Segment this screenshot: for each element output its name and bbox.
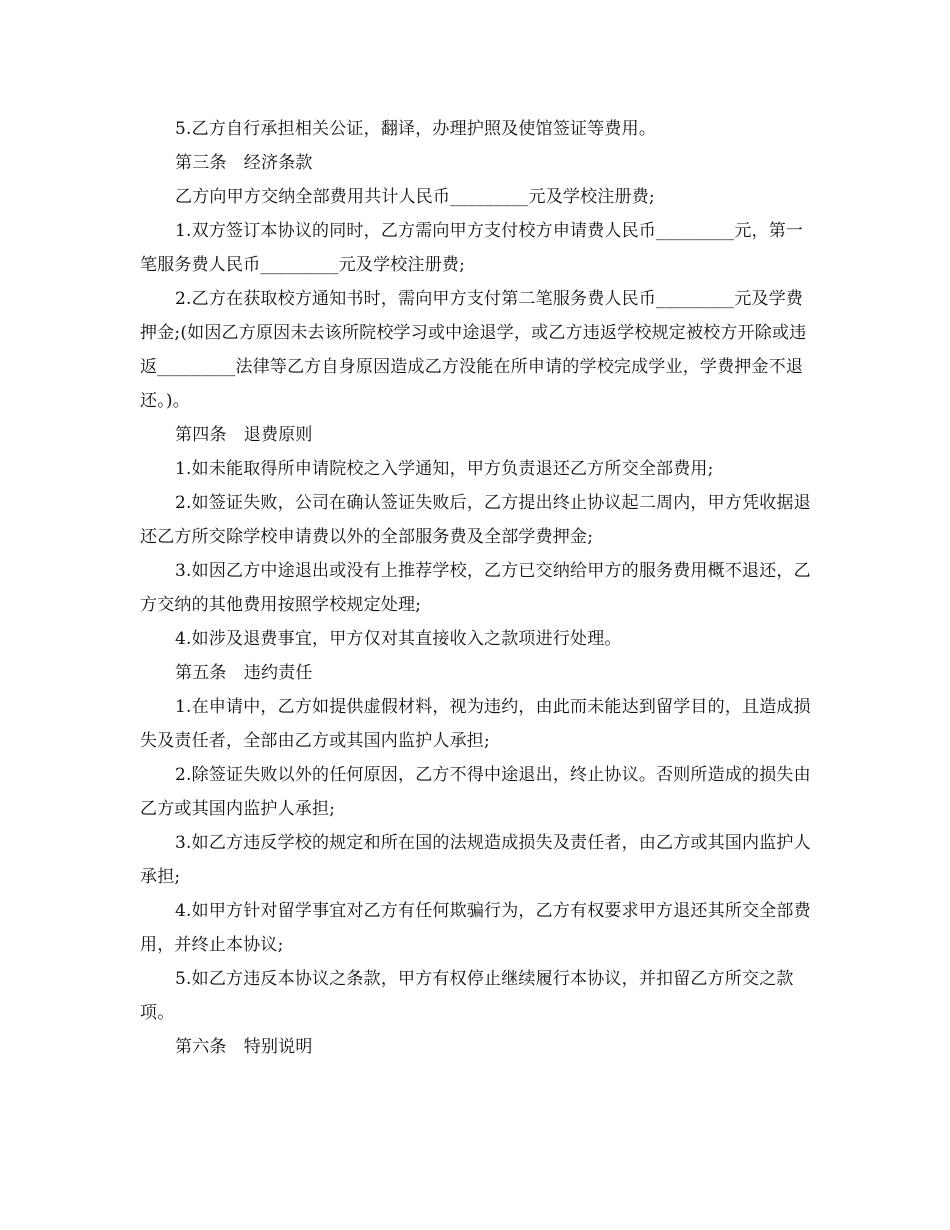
section-heading: 第四条 退费原则 xyxy=(175,425,313,445)
paragraph: 乙方向甲方交纳全部费用共计人民币_________元及学校注册费; xyxy=(175,187,655,207)
paragraph: 4.如甲方针对留学事宜对乙方有任何欺骗行为，乙方有权要求甲方退还其所交全部费用，并终止本协议; xyxy=(140,901,811,955)
section-heading: 第三条 经济条款 xyxy=(175,153,313,173)
paragraph: 1.如未能取得所申请院校之入学通知，甲方负责退还乙方所交全部费用; xyxy=(175,459,714,479)
paragraph: 2.如签证失败，公司在确认签证失败后，乙方提出终止协议起二周内，甲方凭收据退还乙方所交除学校申请费以外的全部服务费及全部学费押金; xyxy=(140,493,811,547)
paragraph: 2.乙方在获取校方通知书时，需向甲方支付第二笔服务费人民币_________元及学费押金;(如因乙方原因未去该所院校学习或中途退学，或乙方违返学校规定被校方开除或违返_________法律等乙方自身原因造成乙方没能在所申请的学校完成学业，学费押金不退还。)。 xyxy=(140,289,807,411)
section-heading: 第六条 特别说明 xyxy=(175,1037,313,1057)
paragraph: 5.乙方自行承担相关公证，翻译，办理护照及使馆签证等费用。 xyxy=(175,119,657,139)
paragraph: 1.双方签订本协议的同时，乙方需向甲方支付校方申请费人民币_________元，第一笔服务费人民币_________元及学校注册费; xyxy=(140,221,804,275)
paragraph: 1.在申请中，乙方如提供虚假材料，视为违约，由此而未能达到留学目的，且造成损失及责任者，全部由乙方或其国内监护人承担; xyxy=(140,697,811,751)
paragraph: 3.如因乙方中途退出或没有上推荐学校，乙方已交纳给甲方的服务费用概不退还，乙方交纳的其他费用按照学校规定处理; xyxy=(140,561,811,615)
paragraph: 2.除签证失败以外的任何原因，乙方不得中途退出，终止协议。否则所造成的损失由乙方或其国内监护人承担; xyxy=(140,765,811,819)
section-heading: 第五条 违约责任 xyxy=(175,663,313,683)
paragraph: 5.如乙方违反本协议之条款，甲方有权停止继续履行本协议，并扣留乙方所交之款项。 xyxy=(140,969,794,1023)
paragraph: 3.如乙方违反学校的规定和所在国的法规造成损失及责任者，由乙方或其国内监护人承担; xyxy=(140,833,811,887)
paragraph: 4.如涉及退费事宜，甲方仅对其直接收入之款项进行处理。 xyxy=(175,629,622,649)
